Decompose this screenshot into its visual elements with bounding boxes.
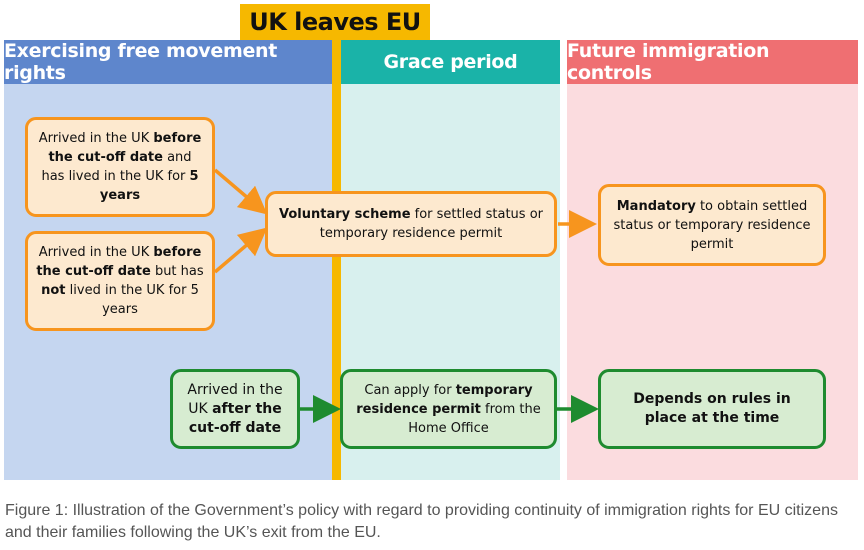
- arrow-5yrs-to-voluntary: [215, 170, 262, 210]
- box-mandatory: Mandatory to obtain settled status or temporary residence permit: [598, 184, 826, 266]
- box-arrived-before-5-years: Arrived in the UK before the cut-off date and has lived in the UK for 5 years: [25, 117, 215, 217]
- arrow-not5-to-voluntary: [215, 232, 262, 272]
- figure-caption: Figure 1: Illustration of the Government’s policy with regard to providing continuity of immigration rights for EU citizens and their families following the UK’s exit from the EU.: [5, 502, 838, 541]
- uk-leaves-eu-banner: UK leaves EU: [240, 4, 430, 40]
- column-header-free-movement: Exercising free movement rights: [4, 40, 332, 84]
- box-arrived-after-cutoff: Arrived in the UK after the cut-off date: [170, 369, 300, 449]
- column-header-grace-period: Grace period: [341, 40, 560, 84]
- box-can-apply-permit: Can apply for temporary residence permit from the Home Office: [340, 369, 557, 449]
- box-depends-on-rules: Depends on rules in place at the time: [598, 369, 826, 449]
- box-arrived-before-not-5-years: Arrived in the UK before the cut-off date but has not lived in the UK for 5 years: [25, 231, 215, 331]
- box-voluntary-scheme: Voluntary scheme for settled status or temporary residence permit: [265, 191, 557, 257]
- column-header-future-controls: Future immigration controls: [567, 40, 858, 84]
